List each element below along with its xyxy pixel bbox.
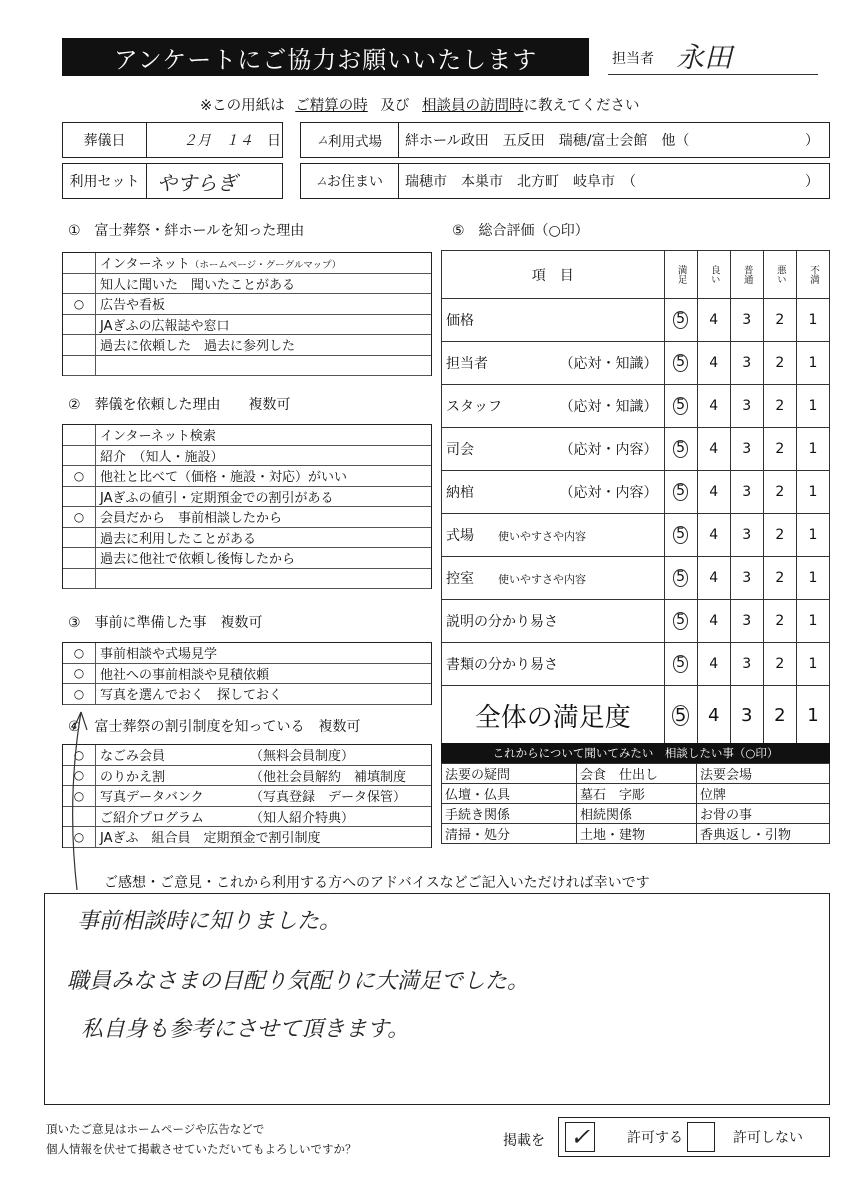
rating-cell-v4[interactable]: 4 xyxy=(697,643,730,686)
rating-cell-v2[interactable]: 2 xyxy=(763,428,796,471)
rating-cell-v5[interactable]: 5 xyxy=(664,514,697,557)
venue-label: ム 利用式場 xyxy=(301,123,399,157)
rating-table xyxy=(441,250,830,746)
q3-title: ③ 事前に準備した事 複数可 xyxy=(68,615,263,631)
rating-row[interactable] xyxy=(442,299,830,342)
address-label: ム お住まい xyxy=(301,164,399,198)
rating-item-label: 担当者 （応対・知識） xyxy=(442,342,665,385)
venue-options[interactable]: 絆ホール政田 五反田 瑞穂/富士会館 他（ ） xyxy=(405,133,819,149)
publish-consent-box xyxy=(558,1117,830,1157)
set-label: 利用セット xyxy=(63,164,147,198)
q3-option[interactable]: ○ 写真を選んでおく 探しておく xyxy=(63,684,431,705)
venue-box xyxy=(300,122,830,158)
q1-option[interactable]: ○ 広告や看板 xyxy=(63,294,431,315)
q5-title: ⑤ 総合評価（○印） xyxy=(452,223,589,239)
staff-label: 担当者 xyxy=(612,51,654,67)
rating-item-label: 司会 （応対・内容） xyxy=(442,428,665,471)
funeral-date-label: 葬儀日 xyxy=(63,123,147,157)
q1-option[interactable]: インターネット（ホームページ・グーグルマップ） xyxy=(63,253,431,274)
rating-cell-v4[interactable]: 4 xyxy=(697,385,730,428)
rating-cell-v4[interactable]: 4 xyxy=(697,471,730,514)
comments-box[interactable] xyxy=(44,893,830,1105)
rating-row[interactable] xyxy=(442,643,830,686)
rating-cell-v3[interactable]: 3 xyxy=(730,471,763,514)
q4-option[interactable]: ○ なごみ会員 （無料会員制度） xyxy=(63,745,431,766)
q2-option[interactable]: JAぎふの値引・定期預金での割引がある xyxy=(63,487,431,508)
rating-cell-v1[interactable]: 1 xyxy=(796,385,829,428)
rating-row[interactable] xyxy=(442,342,830,385)
rating-cell-v4[interactable]: 4 xyxy=(697,557,730,600)
q1-list xyxy=(62,252,432,376)
staff-name[interactable]: 永田 xyxy=(676,41,733,74)
rating-cell-v2[interactable]: 2 xyxy=(763,600,796,643)
rating-cell-v3[interactable]: 3 xyxy=(730,428,763,471)
rating-item-label: 控室 使いやすさや内容 xyxy=(442,557,665,600)
rating-cell-v4[interactable]: 4 xyxy=(697,342,730,385)
q3-option[interactable]: ○ 事前相談や式場見学 xyxy=(63,643,431,664)
q2-option[interactable] xyxy=(63,569,431,590)
rating-cell-v5[interactable]: 5 xyxy=(664,342,697,385)
rating-cell-v1[interactable]: 1 xyxy=(796,428,829,471)
q2-option[interactable]: ○ 会員だから 事前相談したから xyxy=(63,507,431,528)
deny-label: 許可しない xyxy=(733,1130,803,1146)
q2-title: ② 葬儀を依頼した理由 複数可 xyxy=(68,397,291,413)
rating-cell-v2[interactable]: 2 xyxy=(763,299,796,342)
rating-cell-v5[interactable]: 5 xyxy=(664,299,697,342)
publish-label: 掲載を xyxy=(503,1133,545,1149)
consult-header: これからについて聞いてみたい 相談したい事（○印） xyxy=(441,743,830,763)
consult-table xyxy=(441,763,830,844)
rating-cell-v1[interactable]: 1 xyxy=(796,299,829,342)
rating-cell-v1[interactable]: 1 xyxy=(796,342,829,385)
allow-checkbox[interactable] xyxy=(565,1122,595,1152)
funeral-date-box xyxy=(62,122,283,158)
rating-cell-v2[interactable]: 2 xyxy=(763,557,796,600)
rating-cell-v2[interactable]: 2 xyxy=(763,471,796,514)
checkmark-icon: ✓ xyxy=(569,1123,591,1151)
set-field[interactable]: やすらぎ xyxy=(157,170,237,195)
rating-row[interactable] xyxy=(442,557,830,600)
rating-cell-v5[interactable]: 5 xyxy=(664,385,697,428)
consult-row: 手続き関係 相続関係 お骨の事 xyxy=(442,804,830,824)
rating-cell-v2[interactable]: 2 xyxy=(763,643,796,686)
annotation-arrow xyxy=(55,700,105,900)
q2-list xyxy=(62,424,432,589)
rating-cell-v1[interactable]: 1 xyxy=(796,514,829,557)
rating-item-label: スタッフ （応対・知識） xyxy=(442,385,665,428)
q3-list xyxy=(62,642,432,705)
comment-line-3: 私自身も参考にさせて頂きます。 xyxy=(81,1017,410,1042)
rating-row[interactable] xyxy=(442,471,830,514)
rating-row[interactable] xyxy=(442,385,830,428)
rating-row[interactable] xyxy=(442,514,830,557)
rating-cell-v5[interactable]: 5 xyxy=(664,600,697,643)
rating-item-label: 書類の分かり易さ xyxy=(442,643,665,686)
rating-cell-v1[interactable]: 1 xyxy=(796,557,829,600)
rating-cell-v3[interactable]: 3 xyxy=(730,600,763,643)
subtitle: ※この用紙は ご精算の時 及び 相談員の訪問時に教えてください xyxy=(200,98,640,114)
rating-cell-v3[interactable]: 3 xyxy=(730,557,763,600)
header-banner xyxy=(62,38,589,76)
rating-cell-v5[interactable]: 5 xyxy=(664,643,697,686)
rating-cell-v1[interactable]: 1 xyxy=(796,600,829,643)
rating-item-label: 納棺 （応対・内容） xyxy=(442,471,665,514)
rating-cell-v3[interactable]: 3 xyxy=(730,342,763,385)
q1-option[interactable]: 知人に聞いた 聞いたことがある xyxy=(63,274,431,295)
q2-option[interactable]: 紹介 （知人・施設） xyxy=(63,446,431,467)
rating-cell-v4[interactable]: 4 xyxy=(697,428,730,471)
rating-item-label: 式場 使いやすさや内容 xyxy=(442,514,665,557)
q4-title: ④ 富士葬祭の割引制度を知っている 複数可 xyxy=(68,719,361,735)
address-options[interactable]: 瑞穂市 本巣市 北方町 岐阜市 （ ） xyxy=(405,174,819,190)
q4-option[interactable]: ○ のりかえ割 （他社会員解約 補填制度 xyxy=(63,766,431,787)
set-box xyxy=(62,163,283,199)
rating-body xyxy=(442,299,830,686)
rating-row-overall[interactable]: 全体の満足度 5 4 3 2 1 xyxy=(442,686,830,746)
consult-row: 清掃・処分 土地・建物 香典返し・引物 xyxy=(442,824,830,844)
rating-cell-v5[interactable]: 5 xyxy=(664,428,697,471)
rating-row[interactable] xyxy=(442,600,830,643)
rating-item-label: 価格 xyxy=(442,299,665,342)
rating-cell-v5[interactable]: 5 xyxy=(664,557,697,600)
rating-cell-v3[interactable]: 3 xyxy=(730,385,763,428)
form-title: アンケートにご協力お願いいたします xyxy=(113,45,538,74)
comment-line-2: 職員みなさまの目配り気配りに大満足でした。 xyxy=(67,969,530,994)
q1-option[interactable] xyxy=(63,356,431,377)
address-box xyxy=(300,163,830,199)
rating-cell-v4[interactable]: 4 xyxy=(697,514,730,557)
q2-option[interactable]: 過去に利用したことがある xyxy=(63,528,431,549)
consent-question: 頂いたご意見はホームページや広告などで 個人情報を伏せて掲載させていただいてもよろしいですか？ xyxy=(46,1122,357,1156)
rating-cell-v3[interactable]: 3 xyxy=(730,643,763,686)
rating-cell-v3[interactable]: 3 xyxy=(730,514,763,557)
q4-option[interactable]: ○ 写真データバンク （写真登録 データ保管） xyxy=(63,786,431,807)
q2-option[interactable]: 過去に他社で依頼し後悔したから xyxy=(63,548,431,569)
allow-label: 許可する xyxy=(627,1130,683,1146)
q1-title: ① 富士葬祭・絆ホールを知った理由 xyxy=(68,223,305,239)
q1-option[interactable]: 過去に依頼した 過去に参列した xyxy=(63,335,431,356)
rating-cell-v1[interactable]: 1 xyxy=(796,471,829,514)
q2-option[interactable]: インターネット検索 xyxy=(63,425,431,446)
staff-underline xyxy=(608,74,818,75)
q1-option[interactable]: JAぎふの広報誌や窓口 xyxy=(63,315,431,336)
rating-item-label: 説明の分かり易さ xyxy=(442,600,665,643)
rating-cell-v2[interactable]: 2 xyxy=(763,342,796,385)
funeral-date-field[interactable]: ２月 １４ 日 xyxy=(183,133,281,149)
q4-list xyxy=(62,744,432,848)
consult-row: 法要の疑問 会食 仕出し 法要会場 xyxy=(442,764,830,784)
comment-line-1: 事前相談時に知りました。 xyxy=(77,909,342,934)
q3-option[interactable]: ○ 他社への事前相談や見積依頼 xyxy=(63,664,431,685)
rating-cell-v4[interactable]: 4 xyxy=(697,299,730,342)
rating-cell-v2[interactable]: 2 xyxy=(763,385,796,428)
rating-cell-v2[interactable]: 2 xyxy=(763,514,796,557)
rating-row[interactable] xyxy=(442,428,830,471)
comments-prompt: ご感想・ご意見・これから利用する方へのアドバイスなどご記入いただければ幸いです xyxy=(104,875,650,891)
consult-row: 仏壇・仏具 墓石 字彫 位牌 xyxy=(442,784,830,804)
rating-cell-v4[interactable]: 4 xyxy=(697,600,730,643)
rating-cell-v1[interactable]: 1 xyxy=(796,643,829,686)
q4-option[interactable]: ○ JAぎふ 組合員 定期預金で割引制度 xyxy=(63,827,431,848)
q4-option[interactable]: ご紹介プログラム （知人紹介特典） xyxy=(63,807,431,828)
rating-cell-v5[interactable]: 5 xyxy=(664,471,697,514)
rating-cell-v3[interactable]: 3 xyxy=(730,299,763,342)
rating-header: 項 目 満足 良い 普通 悪い 不満 xyxy=(442,251,830,299)
deny-checkbox[interactable] xyxy=(687,1122,715,1152)
q2-option[interactable]: ○ 他社と比べて（価格・施設・対応）がいい xyxy=(63,466,431,487)
